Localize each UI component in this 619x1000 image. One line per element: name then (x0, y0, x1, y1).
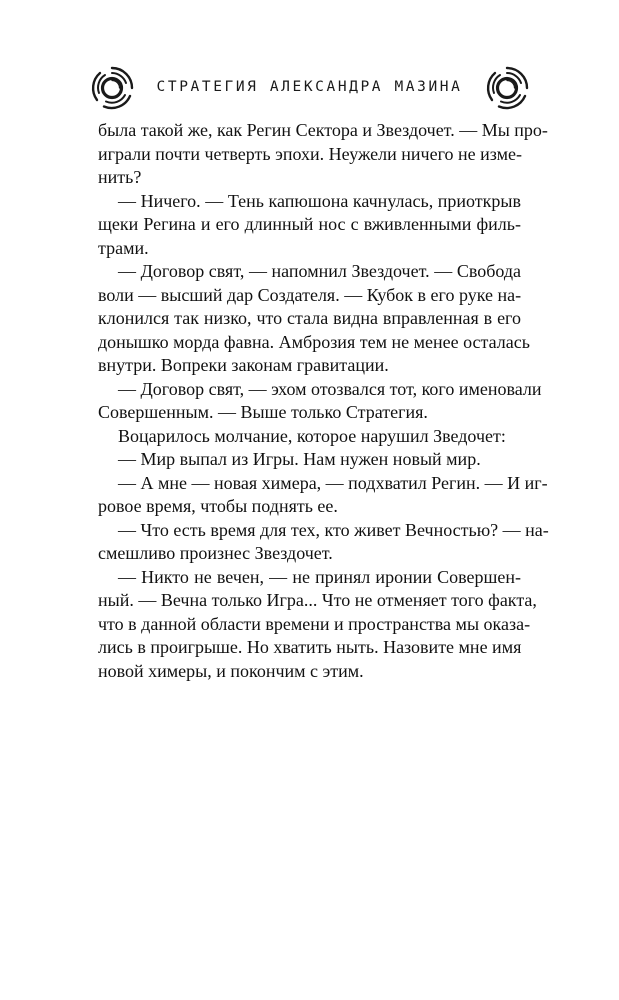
text-line: ровое время, чтобы поднять ее. (98, 496, 338, 516)
text-line: щеки Регина и его длинный нос с вживленными филь- (98, 214, 521, 234)
text-line: внутри. Вопреки законам гравитации. (98, 355, 389, 375)
text-line: Совершенным. — Выше только Стратегия. (98, 402, 428, 422)
text-line: что в данной области времени и пространства мы оказа- (98, 613, 531, 634)
text-line: новой химеры, и покончим с этим. (98, 660, 364, 681)
text-line: была такой же, как Регин Сектора и Звездочет. — Мы про- (98, 120, 548, 140)
text-line: — Мир выпал из Игры. Нам нужен новый мир. (118, 449, 481, 469)
text-line: — Договор свят, — напомнил Звездочет. — Свобода (118, 261, 521, 281)
running-header (88, 64, 531, 112)
text-line: смешливо произнес Звездочет. (98, 543, 333, 563)
text-line: — Что есть время для тех, кто живет Вечностью? — на- (118, 519, 549, 540)
text-line: воли — высший дар Создателя. — Кубок в его руке на- (98, 284, 522, 305)
text-line: клонился так низко, что стала видна вправленная в его (98, 308, 521, 328)
text-line: играли почти четверть эпохи. Неужели ничего не изме- (98, 143, 523, 164)
text-line: трами. (98, 237, 149, 258)
text-line: Воцарилось молчание, которое нарушил Зведочет: (118, 425, 506, 446)
text-line: — А мне — новая химера, — подхватил Регин. — И иг- (118, 472, 548, 493)
spiral-logo-icon (88, 64, 136, 112)
text-line: нить? (98, 167, 142, 187)
running-title: СТРАТЕГИЯ АЛЕКСАНДРА МАЗИНА (156, 79, 463, 95)
spiral-logo-icon (483, 64, 531, 112)
body-text (98, 119, 549, 683)
text-line: — Ничего. — Тень капюшона качнулась, приоткрыв (118, 190, 521, 211)
text-line: — Никто не вечен, — не принял иронии Совершен- (118, 566, 521, 587)
text-line: ный. — Вечна только Игра... Что не отменяет того факта, (98, 590, 537, 610)
text-line: донышко морда фавна. Амброзия тем не менее осталась (98, 331, 530, 352)
text-line: — Договор свят, — эхом отозвался тот, кого именовали (118, 378, 542, 399)
text-line: лись в проигрыше. Но хватить ныть. Назовите мне имя (98, 637, 522, 657)
